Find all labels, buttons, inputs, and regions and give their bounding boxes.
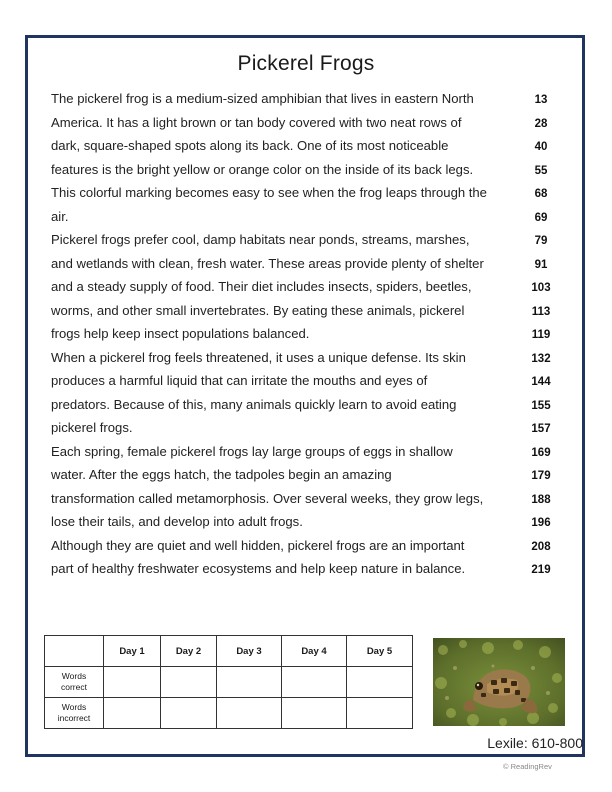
row-label-line: Words — [61, 671, 87, 681]
passage-line-text: frogs help keep insect populations balanced. — [51, 326, 310, 341]
passage-line — [51, 558, 561, 582]
passage-line — [51, 300, 561, 324]
passage-line — [51, 182, 561, 206]
cumulative-word-count: 68 — [534, 188, 548, 200]
passage-line-text: part of healthy freshwater ecosystems and help keep nature in balance. — [51, 561, 466, 576]
tracker-day-header: Day 3 — [217, 636, 282, 667]
cumulative-word-count: 91 — [534, 258, 548, 271]
passage-line-text: and wetlands with clean, fresh water. These areas provide plenty of shelter — [51, 255, 484, 271]
passage-line-text: dark, square-shaped spots along its back. One of its most noticeable — [51, 138, 449, 153]
passage-line — [51, 112, 561, 136]
passage-line-text: air. — [51, 208, 69, 224]
passage-line — [51, 441, 561, 465]
tracker-day-header: Day 2 — [161, 636, 217, 667]
passage-line-text: produces a harmful liquid that can irritate the mouths and eyes of — [51, 373, 428, 388]
passage-line-text: Each spring, female pickerel frogs lay large groups of eggs in shallow — [51, 443, 453, 459]
passage-line — [51, 370, 561, 394]
tracker-entry-cell[interactable] — [161, 698, 217, 729]
passage-line-text: transformation called metamorphosis. Over several weeks, they grow legs, — [51, 490, 484, 506]
page-title: Pickerel Frogs — [237, 52, 375, 75]
tracker-entry-cell[interactable] — [217, 667, 282, 698]
tracker-entry-cell[interactable] — [347, 667, 413, 698]
cumulative-word-count: 55 — [534, 164, 548, 177]
passage-line — [51, 206, 561, 230]
passage-line-text: water. After the eggs hatch, the tadpoles begin an amazing — [51, 467, 392, 482]
cumulative-word-count: 79 — [534, 235, 548, 247]
tracker-row-incorrect — [45, 698, 413, 729]
tracker-day-header: Day 5 — [347, 636, 413, 667]
lexile-level: Lexile: 610-800 — [487, 735, 583, 751]
passage-line-text: Pickerel frogs prefer cool, damp habitats near ponds, streams, marshes, — [51, 232, 470, 247]
cumulative-word-count: 13 — [534, 94, 548, 106]
passage-line — [51, 323, 561, 347]
cumulative-word-count: 132 — [531, 352, 551, 365]
row-label-line: Words — [61, 702, 87, 712]
passage-line-text: pickerel frogs. — [51, 420, 133, 435]
passage-line — [51, 464, 561, 488]
pickerel-frog-photo — [433, 638, 565, 726]
cumulative-word-count: 157 — [531, 423, 551, 435]
cumulative-word-count: 196 — [531, 517, 551, 529]
tracker-entry-cell[interactable] — [104, 667, 161, 698]
passage-line-text: and a steady supply of food. Their diet includes insects, spiders, beetles, — [51, 279, 472, 294]
cumulative-word-count: 28 — [534, 117, 548, 130]
cumulative-word-count: 113 — [531, 305, 551, 318]
cumulative-word-count: 179 — [531, 470, 551, 482]
passage-line — [51, 417, 561, 441]
passage-line-text: predators. Because of this, many animals quickly learn to avoid eating — [51, 396, 457, 412]
cumulative-word-count: 208 — [531, 540, 551, 553]
passage-line-text: America. It has a light brown or tan body covered with two neat rows of — [51, 114, 462, 130]
passage-line — [51, 229, 561, 253]
tracker-entry-cell[interactable] — [282, 698, 347, 729]
passage-line-text: features is the bright yellow or orange color on the inside of its back legs. — [51, 161, 474, 177]
passage-line — [51, 253, 561, 277]
passage-line — [51, 488, 561, 512]
passage-line — [51, 511, 561, 535]
passage-line-text: The pickerel frog is a medium-sized amphibian that lives in eastern North — [51, 91, 474, 106]
cumulative-word-count: 155 — [531, 399, 551, 412]
passage-line-text: When a pickerel frog feels threatened, it uses a unique defense. Its skin — [51, 349, 466, 365]
cumulative-word-count: 144 — [531, 376, 551, 388]
tracker-entry-cell[interactable] — [282, 667, 347, 698]
passage-line-text: lose their tails, and develop into adult frogs. — [51, 514, 303, 529]
frog-photo-illustration — [433, 638, 565, 726]
passage-line — [51, 88, 561, 112]
tracker-entry-cell[interactable] — [161, 667, 217, 698]
cumulative-word-count: 69 — [534, 211, 548, 224]
tracker-day-header: Day 1 — [104, 636, 161, 667]
cumulative-word-count: 119 — [531, 329, 551, 341]
cumulative-word-count: 169 — [531, 446, 551, 459]
tracker-row-label — [45, 698, 104, 729]
passage-line — [51, 394, 561, 418]
passage-line — [51, 159, 561, 183]
passage-line — [51, 347, 561, 371]
tracker-entry-cell[interactable] — [217, 698, 282, 729]
passage-line — [51, 535, 561, 559]
cumulative-word-count: 103 — [531, 282, 551, 294]
tracker-header-row — [45, 636, 413, 667]
passage — [51, 88, 561, 582]
row-label-line: correct — [61, 682, 87, 692]
tracker-corner-cell — [45, 636, 104, 667]
cumulative-word-count: 188 — [531, 493, 551, 506]
cumulative-word-count: 219 — [531, 564, 551, 576]
tracker-entry-cell[interactable] — [347, 698, 413, 729]
passage-line — [51, 276, 561, 300]
copyright-notice: © ReadingRev — [503, 762, 552, 771]
passage-line — [51, 135, 561, 159]
tracker-day-header: Day 4 — [282, 636, 347, 667]
passage-line-text: worms, and other small invertebrates. By eating these animals, pickerel — [51, 302, 465, 318]
tracker-entry-cell[interactable] — [104, 698, 161, 729]
passage-line-text: Although they are quiet and well hidden, pickerel frogs are an important — [51, 537, 465, 553]
cumulative-word-count: 40 — [534, 141, 548, 153]
fluency-tracker-table — [44, 635, 413, 729]
tracker-row-correct — [45, 667, 413, 698]
passage-line-text: This colorful marking becomes easy to see when the frog leaps through the — [51, 185, 487, 200]
tracker-row-label — [45, 667, 104, 698]
row-label-line: incorrect — [57, 713, 91, 723]
